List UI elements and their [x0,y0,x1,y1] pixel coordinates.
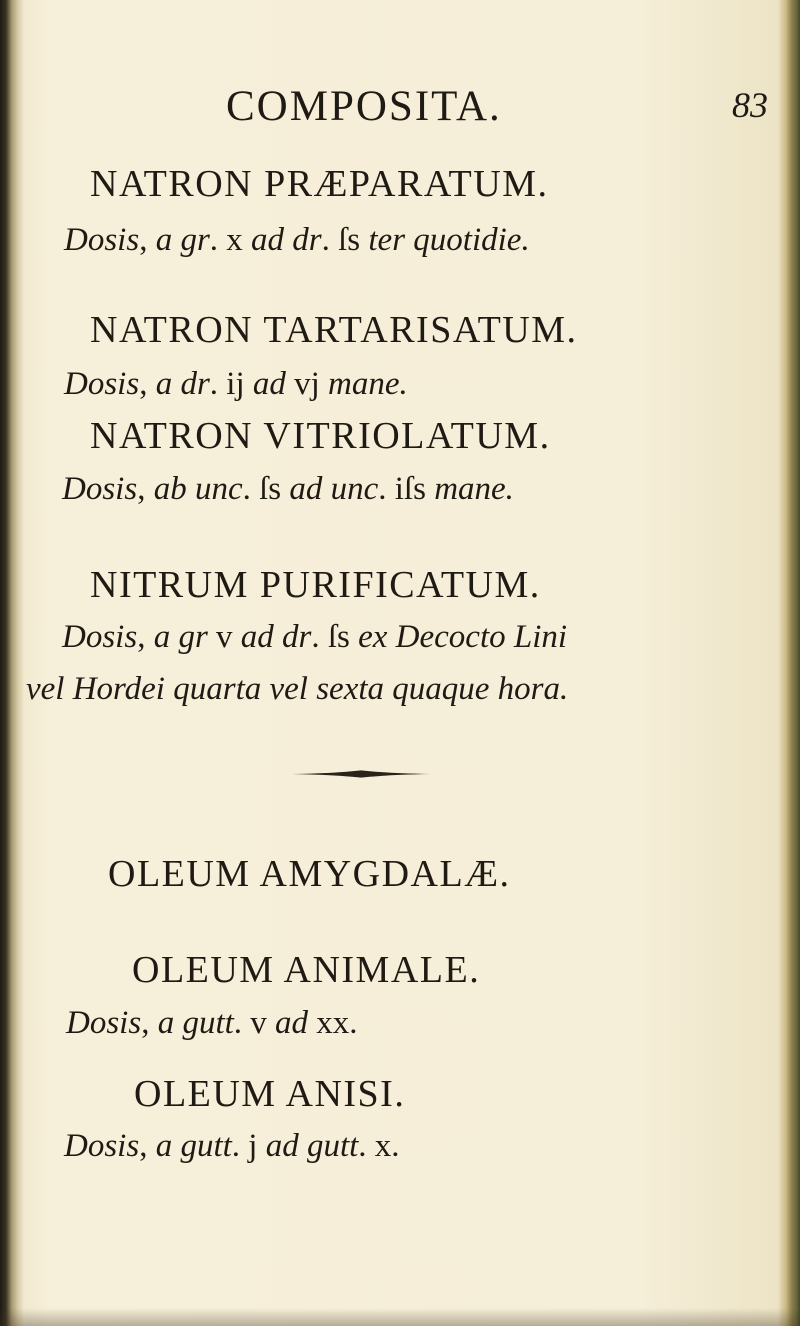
dosage-text-run: ad dr [251,222,322,258]
ornamental-rule [292,770,430,778]
page-number: 83 [732,85,768,125]
entry-heading-natron-tartarisatum: NATRON TARTARISATUM. [90,309,578,351]
page-bottom-shadow [0,1308,800,1326]
dosage-text-run: ter quotidie. [368,222,530,258]
dosage-text-run: . iſs [378,471,435,507]
dosage-text-run: Dosis [62,619,138,655]
dosage-text-run: Dosis [62,471,138,507]
entry-heading-natron-vitriolatum: NATRON VITRIOLATUM. [90,415,551,457]
entry-heading-nitrum-purificatum: NITRUM PURIFICATUM. [90,564,541,606]
dosage-text-run: a gutt [155,1128,232,1164]
entry-heading-oleum-animale: OLEUM ANIMALE. [132,949,481,991]
dosage-text-run: . v [233,1005,276,1041]
entry-heading-natron-praeparatum: NATRON PRÆPARATUM. [90,163,549,205]
dosage-text-run: . x. [358,1128,400,1164]
dosage-text-run: . ij [209,366,253,402]
dosage-text-run: v [207,619,241,655]
running-header-title: COMPOSITA. [226,83,502,130]
dosage-text-run: , [139,222,156,258]
entry-dosage-oleum-anisi [64,1128,400,1165]
dosage-text-run: ad [252,366,286,402]
dosage-text-run: , [137,471,154,507]
dosage-text-run: , [139,366,156,402]
dosage-text-run: a gr [155,222,210,258]
entry-dosage-natron-tartarisatum [64,366,408,403]
dosage-text-run: . x [209,222,252,258]
dosage-text-run: a gutt [157,1005,234,1041]
dosage-text-run: Dosis [66,1005,142,1041]
dosage-text-run: , [139,1128,156,1164]
dosage-text-run: vel Hordei quarta vel sexta quaque hora. [26,671,569,707]
dosage-text-run: mane. [328,366,408,402]
dosage-text-run: ad dr [240,619,312,655]
entry-heading-oleum-anisi: OLEUM ANISI. [134,1073,406,1115]
dosage-text-run: vj [285,366,329,402]
entry-dosage-oleum-animale [66,1005,358,1042]
dosage-text-run: . ſs [321,222,369,258]
entry-heading-oleum-amygdalae: OLEUM AMYGDALÆ. [108,853,511,895]
dosage-text-run: mane. [434,471,514,507]
page-edge-shadow [778,0,800,1326]
dosage-text-run: Dosis [64,222,140,258]
dosage-text-run: , [141,1005,158,1041]
dosage-text-run: . ſs [311,619,359,655]
page-spine-shadow [0,0,24,1326]
dosage-text-run: ab unc [153,471,243,507]
dosage-text-run: a gr [153,619,208,655]
dosage-text-run: xx. [308,1005,358,1041]
dosage-text-run: , [137,619,154,655]
dosage-text-run: ex Decocto Lini [358,619,568,655]
entry-dosage-continuation-nitrum-purificatum [26,671,568,708]
dosage-text-run: . j [231,1128,266,1164]
dosage-text-run: a dr [155,366,210,402]
entry-dosage-natron-praeparatum [64,222,530,259]
entry-dosage-nitrum-purificatum [62,619,567,656]
dosage-text-run: ad gutt [265,1128,359,1164]
dosage-text-run: Dosis [64,366,140,402]
dosage-text-run: . ſs [242,471,290,507]
entry-dosage-natron-vitriolatum [62,471,514,508]
dosage-text-run: ad unc [289,471,379,507]
dosage-text-run: Dosis [64,1128,140,1164]
dosage-text-run: ad [275,1005,309,1041]
